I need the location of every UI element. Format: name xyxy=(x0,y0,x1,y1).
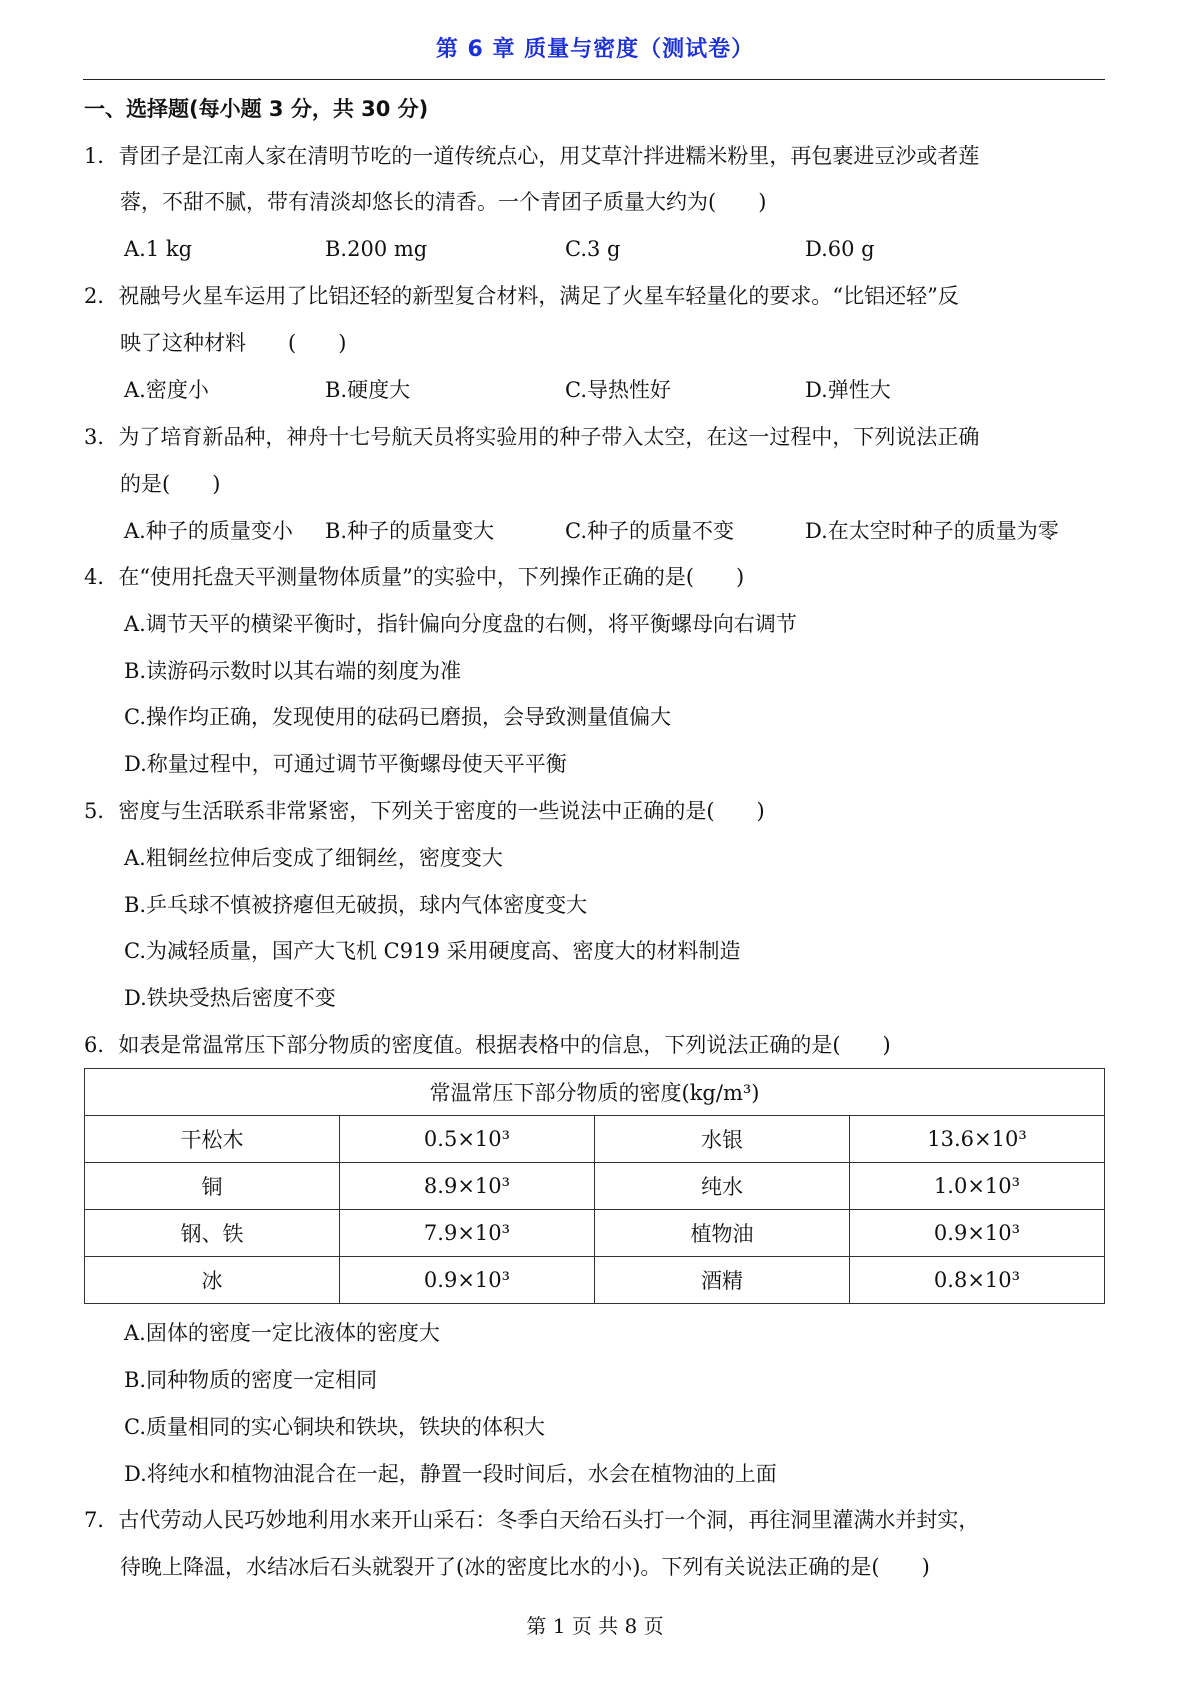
question-6-option-b: B.同种物质的密度一定相同 xyxy=(124,1368,378,1392)
table-row xyxy=(85,1163,1105,1210)
table-cell: 水银 xyxy=(595,1116,850,1163)
question-3-option-b: B.种子的质量变大 xyxy=(325,519,495,543)
table-cell: 酒精 xyxy=(595,1257,850,1304)
question-4-option-b: B.读游码示数时以其右端的刻度为准 xyxy=(124,659,462,683)
question-4-line-1: 4．在“使用托盘天平测量物体质量”的实验中，下列操作正确的是( ) xyxy=(84,565,745,589)
question-1-option-a: A.1 kg xyxy=(124,237,193,261)
question-3-line-1: 3．为了培育新品种，神舟十七号航天员将实验用的种子带入太空，在这一过程中，下列说法正确 xyxy=(84,425,980,449)
table-cell: 7.9×10³ xyxy=(340,1210,595,1257)
question-5-option-b: B.乒乓球不慎被挤瘪但无破损，球内气体密度变大 xyxy=(124,893,588,917)
question-1-line-2: 蓉，不甜不腻，带有清淡却悠长的清香。一个青团子质量大约为( ) xyxy=(120,190,767,214)
page-footer: 第 1 页 共 8 页 xyxy=(526,1614,664,1638)
question-6-option-d: D.将纯水和植物油混合在一起，静置一段时间后，水会在植物油的上面 xyxy=(124,1462,777,1486)
table-cell: 纯水 xyxy=(595,1163,850,1210)
table-cell: 0.9×10³ xyxy=(340,1257,595,1304)
question-3-option-a: A.种子的质量变小 xyxy=(124,519,293,543)
table-cell: 1.0×10³ xyxy=(850,1163,1105,1210)
table-cell: 8.9×10³ xyxy=(340,1163,595,1210)
question-3-option-d: D.在太空时种子的质量为零 xyxy=(805,519,1059,543)
question-5-line-1: 5．密度与生活联系非常紧密，下列关于密度的一些说法中正确的是( ) xyxy=(84,799,765,823)
section-heading: 一、选择题(每小题 3 分，共 30 分) xyxy=(84,97,429,121)
question-2-line-2: 映了这种材料 ( ) xyxy=(120,331,347,355)
question-6-option-a: A.固体的密度一定比液体的密度大 xyxy=(124,1321,440,1345)
question-3-line-2: 的是( ) xyxy=(120,472,221,496)
question-2-option-c: C.导热性好 xyxy=(565,378,671,402)
question-2-option-a: A.密度小 xyxy=(124,378,209,402)
table-cell: 冰 xyxy=(85,1257,340,1304)
table-row xyxy=(85,1210,1105,1257)
question-5-option-d: D.铁块受热后密度不变 xyxy=(124,986,336,1010)
table-cell: 植物油 xyxy=(595,1210,850,1257)
table-row xyxy=(85,1116,1105,1163)
page-title: 第 6 章 质量与密度（测试卷） xyxy=(435,37,755,62)
question-7-line-2: 待晚上降温，水结冰后石头就裂开了(冰的密度比水的小)。下列有关说法正确的是( ) xyxy=(120,1555,930,1579)
table-cell: 0.5×10³ xyxy=(340,1116,595,1163)
table-row xyxy=(85,1257,1105,1304)
table-cell: 0.9×10³ xyxy=(850,1210,1105,1257)
question-1-option-b: B.200 mg xyxy=(325,237,428,261)
question-5-option-c: C.为减轻质量，国产大飞机 C919 采用硬度高、密度大的材料制造 xyxy=(124,939,741,963)
question-6-option-c: C.质量相同的实心铜块和铁块，铁块的体积大 xyxy=(124,1415,545,1439)
question-2-option-b: B.硬度大 xyxy=(325,378,411,402)
header-divider xyxy=(83,79,1105,80)
question-1-line-1: 1．青团子是江南人家在清明节吃的一道传统点心，用艾草汁拌进糯米粉里，再包裹进豆沙或者莲 xyxy=(84,144,980,168)
table-caption: 常温常压下部分物质的密度(kg/m³) xyxy=(85,1069,1105,1116)
table-cell: 铜 xyxy=(85,1163,340,1210)
question-4-option-d: D.称量过程中，可通过调节平衡螺母使天平平衡 xyxy=(124,752,567,776)
table-cell: 0.8×10³ xyxy=(850,1257,1105,1304)
question-2-line-1: 2．祝融号火星车运用了比铝还轻的新型复合材料，满足了火星车轻量化的要求。“比铝还轻”反 xyxy=(84,284,959,308)
question-1-option-c: C.3 g xyxy=(565,237,621,261)
table-cell: 干松木 xyxy=(85,1116,340,1163)
question-7-line-1: 7．古代劳动人民巧妙地利用水来开山采石：冬季白天给石头打一个洞，再往洞里灌满水并封实， xyxy=(84,1508,980,1532)
table-cell: 13.6×10³ xyxy=(850,1116,1105,1163)
question-5-option-a: A.粗铜丝拉伸后变成了细铜丝，密度变大 xyxy=(124,846,503,870)
table-cell: 钢、铁 xyxy=(85,1210,340,1257)
question-2-option-d: D.弹性大 xyxy=(805,378,891,402)
question-1-option-d: D.60 g xyxy=(805,237,875,261)
question-4-option-c: C.操作均正确，发现使用的砝码已磨损，会导致测量值偏大 xyxy=(124,705,671,729)
density-table xyxy=(84,1068,1105,1304)
question-6-line-1: 6．如表是常温常压下部分物质的密度值。根据表格中的信息，下列说法正确的是( ) xyxy=(84,1033,891,1057)
question-3-option-c: C.种子的质量不变 xyxy=(565,519,734,543)
question-4-option-a: A.调节天平的横梁平衡时，指针偏向分度盘的右侧，将平衡螺母向右调节 xyxy=(124,612,797,636)
